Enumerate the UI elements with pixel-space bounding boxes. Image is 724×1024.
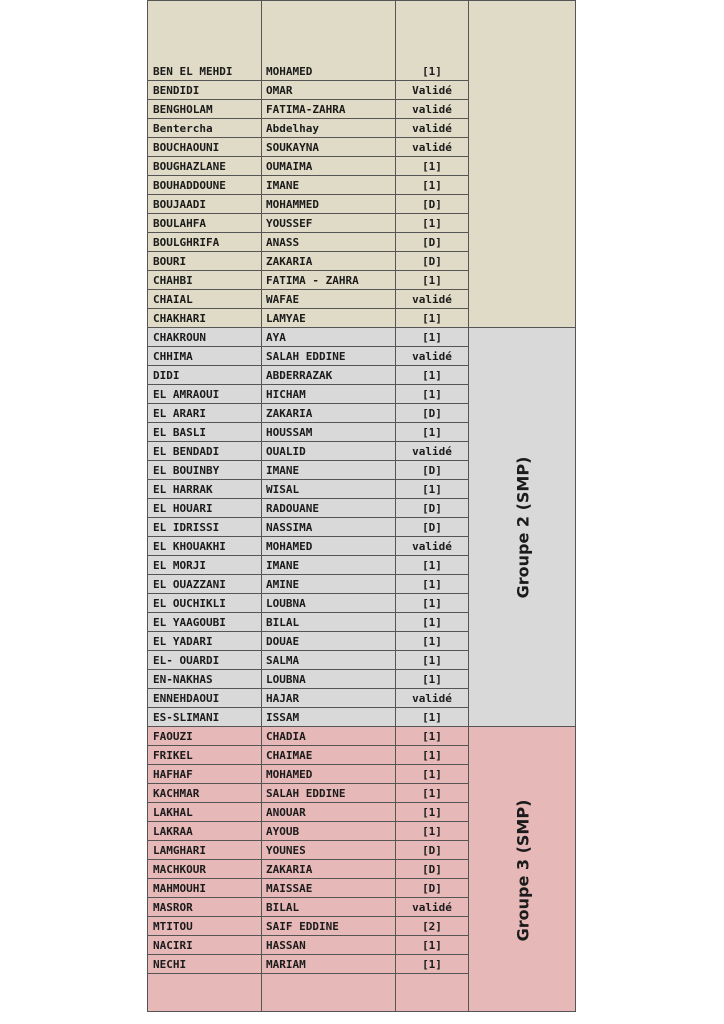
status-cell: validé — [412, 103, 452, 116]
table-row — [148, 746, 468, 765]
status-cell: [1] — [422, 939, 442, 952]
table-row — [148, 822, 468, 841]
first-name-cell: DOUAE — [266, 635, 300, 648]
table-row — [148, 689, 468, 708]
status-cell: validé — [412, 141, 452, 154]
first-name-cell: ZAKARIA — [266, 863, 313, 876]
last-name-cell: EL YADARI — [153, 635, 213, 648]
first-name-cell: WISAL — [266, 483, 300, 496]
first-name-cell: IMANE — [266, 559, 300, 572]
last-name-cell: BOUCHAOUNI — [153, 141, 220, 154]
first-name-cell: CHADIA — [266, 730, 306, 743]
table-row — [148, 252, 468, 271]
table-row — [148, 195, 468, 214]
table-row — [148, 632, 468, 651]
table-row — [148, 537, 468, 556]
status-cell: [D] — [422, 198, 442, 211]
table-row — [148, 575, 468, 594]
first-name-cell: MOHAMED — [266, 768, 313, 781]
table-row — [148, 784, 468, 803]
table-row — [148, 138, 468, 157]
status-cell: [1] — [422, 160, 442, 173]
first-name-cell: ZAKARIA — [266, 255, 313, 268]
first-name-cell: LOUBNA — [266, 597, 306, 610]
first-name-cell: NASSIMA — [266, 521, 313, 534]
last-name-cell: BOUJAADI — [153, 198, 206, 211]
table-row — [148, 803, 468, 822]
status-cell: [1] — [422, 179, 442, 192]
table-row — [148, 404, 468, 423]
first-name-cell: FATIMA-ZAHRA — [266, 103, 346, 116]
first-name-cell: OUALID — [266, 445, 306, 458]
last-name-cell: CHAHBI — [153, 274, 193, 287]
last-name-cell: EL HOUARI — [153, 502, 213, 515]
status-cell: [1] — [422, 483, 442, 496]
last-name-cell: BOULGHRIFA — [153, 236, 220, 249]
last-name-cell: ENNEHDAOUI — [153, 692, 220, 705]
last-name-cell: EN-NAKHAS — [153, 673, 213, 686]
first-name-cell: FATIMA - ZAHRA — [266, 274, 359, 287]
last-name-cell: BEN EL MEHDI — [153, 65, 233, 78]
status-cell: [1] — [422, 369, 442, 382]
status-cell: validé — [412, 122, 452, 135]
last-name-cell: CHAKHARI — [153, 312, 206, 325]
status-cell: [1] — [422, 749, 442, 762]
table-row — [148, 214, 468, 233]
last-name-cell: EL BENDADI — [153, 445, 220, 458]
status-cell: [1] — [422, 559, 442, 572]
table-row — [148, 309, 468, 328]
status-cell: [1] — [422, 787, 442, 800]
last-name-cell: EL IDRISSI — [153, 521, 220, 534]
table-row — [148, 765, 468, 784]
status-cell: [1] — [422, 711, 442, 724]
status-cell: validé — [412, 692, 452, 705]
table-row — [148, 423, 468, 442]
table-row — [148, 955, 468, 974]
status-cell: [1] — [422, 768, 442, 781]
first-name-cell: MAISSAE — [266, 882, 313, 895]
last-name-cell: HAFHAF — [153, 768, 193, 781]
first-name-cell: LAMYAE — [266, 312, 306, 325]
status-cell: [1] — [422, 616, 442, 629]
status-cell: [1] — [422, 65, 442, 78]
last-name-cell: EL ARARI — [153, 407, 206, 420]
first-name-cell: WAFAE — [266, 293, 300, 306]
status-cell: [1] — [422, 312, 442, 325]
table-row — [148, 290, 468, 309]
table-row — [148, 442, 468, 461]
status-cell: [1] — [422, 274, 442, 287]
table-row — [148, 233, 468, 252]
first-name-cell: MARIAM — [266, 958, 306, 971]
status-cell: [D] — [422, 464, 442, 477]
status-cell: [D] — [422, 255, 442, 268]
status-cell: Validé — [412, 84, 452, 97]
table-row — [148, 81, 468, 100]
last-name-cell: BOUGHAZLANE — [153, 160, 226, 173]
last-name-cell: EL OUAZZANI — [153, 578, 226, 591]
table-row — [148, 176, 468, 195]
last-name-cell: BOUHADDOUNE — [153, 179, 226, 192]
first-name-cell: SALMA — [266, 654, 300, 667]
last-name-cell: MASROR — [153, 901, 193, 914]
group-label-3 — [468, 727, 576, 1012]
last-name-cell: LAMGHARI — [153, 844, 206, 857]
first-name-cell: AYA — [266, 331, 286, 344]
status-cell: [1] — [422, 825, 442, 838]
first-name-cell: LOUBNA — [266, 673, 306, 686]
last-name-cell: FRIKEL — [153, 749, 193, 762]
last-name-cell: BENGHOLAM — [153, 103, 213, 116]
table-row — [148, 461, 468, 480]
last-name-cell: EL AMRAOUI — [153, 388, 220, 401]
table-row — [148, 366, 468, 385]
status-cell: [1] — [422, 958, 442, 971]
first-name-cell: MOHAMED — [266, 540, 313, 553]
status-cell: [1] — [422, 597, 442, 610]
last-name-cell: LAKRAA — [153, 825, 193, 838]
first-name-cell: HICHAM — [266, 388, 306, 401]
last-name-cell: FAOUZI — [153, 730, 193, 743]
last-name-cell: LAKHAL — [153, 806, 193, 819]
first-name-cell: YOUNES — [266, 844, 306, 857]
status-cell: validé — [412, 293, 452, 306]
table-row — [148, 556, 468, 575]
table-row — [148, 100, 468, 119]
first-name-cell: IMANE — [266, 179, 300, 192]
last-name-cell: KACHMAR — [153, 787, 200, 800]
first-name-cell: AMINE — [266, 578, 300, 591]
last-name-cell: MACHKOUR — [153, 863, 206, 876]
status-cell: [1] — [422, 578, 442, 591]
first-name-cell: BILAL — [266, 616, 300, 629]
first-name-cell: HASSAN — [266, 939, 306, 952]
table-row — [148, 917, 468, 936]
last-name-cell: ES-SLIMANI — [153, 711, 220, 724]
status-cell: [D] — [422, 502, 442, 515]
last-name-cell: MTITOU — [153, 920, 193, 933]
table-row — [148, 499, 468, 518]
table-row — [148, 651, 468, 670]
last-name-cell: EL KHOUAKHI — [153, 540, 226, 553]
status-cell: [1] — [422, 654, 442, 667]
status-cell: validé — [412, 350, 452, 363]
status-cell: [1] — [422, 635, 442, 648]
last-name-cell: EL OUCHIKLI — [153, 597, 226, 610]
last-name-cell: CHHIMA — [153, 350, 193, 363]
last-name-cell: NECHI — [153, 958, 187, 971]
last-name-cell: CHAKROUN — [153, 331, 206, 344]
table-row — [148, 594, 468, 613]
table-row — [148, 879, 468, 898]
table-row — [148, 62, 468, 81]
status-cell: [1] — [422, 388, 442, 401]
group-label-text: Groupe 2 (SMP) — [513, 456, 532, 599]
last-name-cell: EL HARRAK — [153, 483, 213, 496]
last-name-cell: MAHMOUHI — [153, 882, 206, 895]
status-cell: [D] — [422, 844, 442, 857]
table-row — [148, 708, 468, 727]
group-label-2 — [468, 328, 576, 727]
status-cell: [1] — [422, 806, 442, 819]
first-name-cell: CHAIMAE — [266, 749, 313, 762]
first-name-cell: HAJAR — [266, 692, 300, 705]
last-name-cell: Bentercha — [153, 122, 213, 135]
first-name-cell: RADOUANE — [266, 502, 319, 515]
last-name-cell: BENDIDI — [153, 84, 200, 97]
table-row — [148, 670, 468, 689]
status-cell: [D] — [422, 882, 442, 895]
table-row — [148, 328, 468, 347]
status-cell: [D] — [422, 236, 442, 249]
first-name-cell: SOUKAYNA — [266, 141, 319, 154]
group-label-text: Groupe 3 (SMP) — [513, 799, 532, 941]
last-name-cell: BOURI — [153, 255, 187, 268]
table-row — [148, 898, 468, 917]
status-cell: [2] — [422, 920, 442, 933]
status-cell: validé — [412, 445, 452, 458]
first-name-cell: SALAH EDDINE — [266, 350, 346, 363]
table-row — [148, 936, 468, 955]
first-name-cell: OMAR — [266, 84, 293, 97]
table-row — [148, 613, 468, 632]
last-name-cell: EL BOUINBY — [153, 464, 220, 477]
first-name-cell: ISSAM — [266, 711, 300, 724]
student-list-table — [147, 0, 576, 1012]
table-row — [148, 860, 468, 879]
status-cell: [D] — [422, 521, 442, 534]
first-name-cell: MOHAMMED — [266, 198, 319, 211]
first-name-cell: YOUSSEF — [266, 217, 313, 230]
table-row — [148, 841, 468, 860]
last-name-cell: BOULAHFA — [153, 217, 206, 230]
table-row — [148, 119, 468, 138]
first-name-cell: SAIF EDDINE — [266, 920, 339, 933]
first-name-cell: SALAH EDDINE — [266, 787, 346, 800]
last-name-cell: EL YAAGOUBI — [153, 616, 226, 629]
status-cell: [1] — [422, 331, 442, 344]
table-row — [148, 157, 468, 176]
last-name-cell: EL BASLI — [153, 426, 206, 439]
first-name-cell: HOUSSAM — [266, 426, 313, 439]
group-label-1 — [468, 1, 576, 328]
last-name-cell: EL- OUARDI — [153, 654, 220, 667]
first-name-cell: MOHAMED — [266, 65, 313, 78]
first-name-cell: OUMAIMA — [266, 160, 313, 173]
table-row — [148, 727, 468, 746]
table-row — [148, 385, 468, 404]
first-name-cell: AYOUB — [266, 825, 300, 838]
first-name-cell: ANOUAR — [266, 806, 306, 819]
first-name-cell: ANASS — [266, 236, 300, 249]
status-cell: validé — [412, 540, 452, 553]
table-row — [148, 518, 468, 537]
status-cell: [1] — [422, 217, 442, 230]
first-name-cell: BILAL — [266, 901, 300, 914]
first-name-cell: ABDERRAZAK — [266, 369, 333, 382]
status-cell: [1] — [422, 673, 442, 686]
status-cell: [1] — [422, 730, 442, 743]
status-cell: [D] — [422, 863, 442, 876]
table-row — [148, 347, 468, 366]
status-cell: [1] — [422, 426, 442, 439]
first-name-cell: IMANE — [266, 464, 300, 477]
status-cell: [D] — [422, 407, 442, 420]
first-name-cell: Abdelhay — [266, 122, 319, 135]
first-name-cell: ZAKARIA — [266, 407, 313, 420]
last-name-cell: NACIRI — [153, 939, 193, 952]
table-row — [148, 480, 468, 499]
last-name-cell: DIDI — [153, 369, 180, 382]
last-name-cell: CHAIAL — [153, 293, 193, 306]
table-row — [148, 271, 468, 290]
last-name-cell: EL MORJI — [153, 559, 206, 572]
status-cell: validé — [412, 901, 452, 914]
